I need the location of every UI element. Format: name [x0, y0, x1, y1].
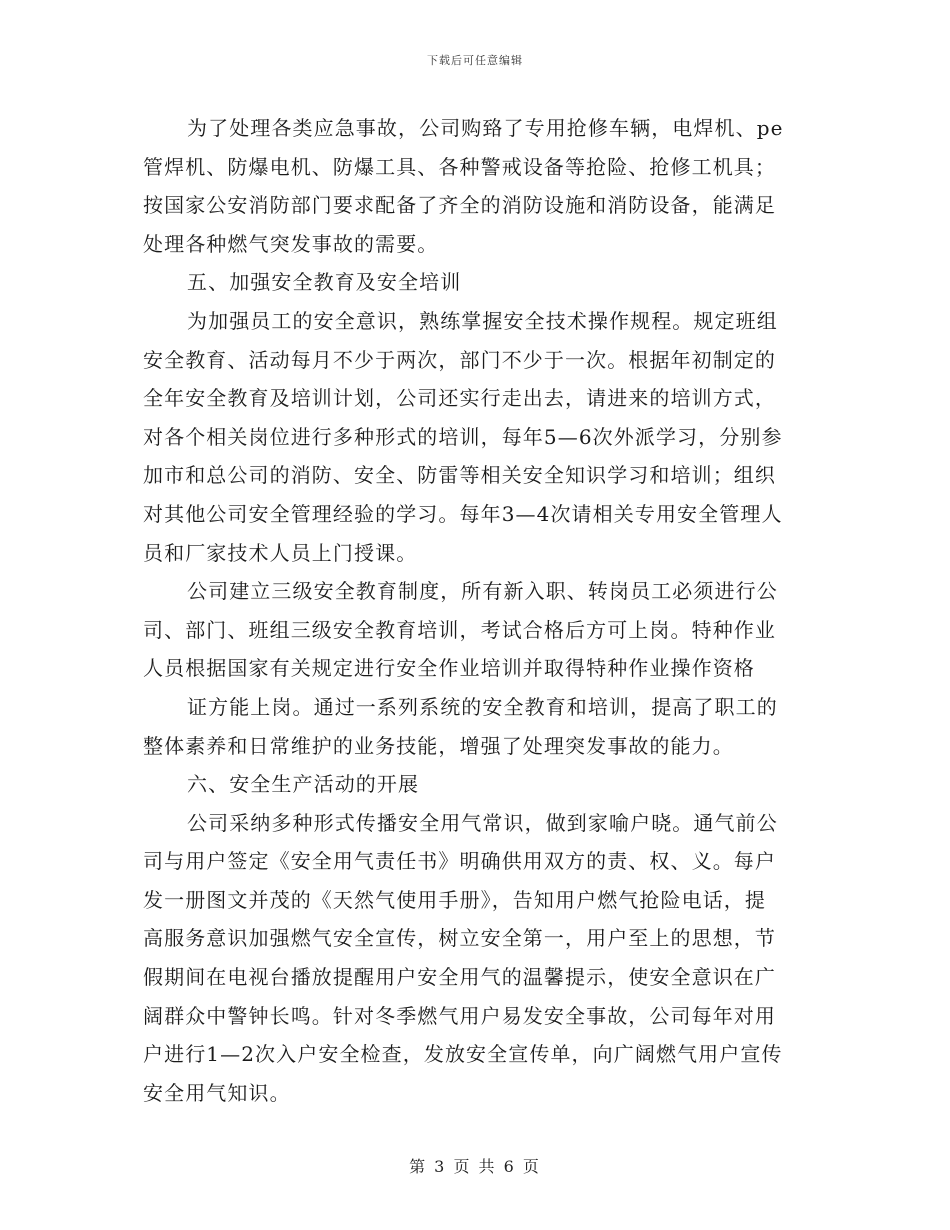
text-line: 管焊机、防爆电机、防爆工具、各种警戒设备等抢险、抢修工机具； — [143, 154, 776, 179]
text-line: 员和厂家技术人员上门授课。 — [143, 540, 418, 565]
text-line: 证方能上岗。通过一系列系统的安全教育和培训，提高了职工的 — [187, 694, 778, 719]
text-line: 整体素养和日常维护的业务技能，增强了处理突发事故的能力。 — [143, 733, 734, 758]
text-line: 六、安全生产活动的开展 — [187, 772, 420, 797]
text-line: 公司采纳多种形式传播安全用气常识，做到家喻户晓。通气前公 — [187, 810, 778, 835]
text-line: 高服务意识加强燃气安全宣传，树立安全第一，用户至上的思想，节 — [143, 926, 776, 951]
text-line: 人员根据国家有关规定进行安全作业培训并取得特种作业操作资格 — [143, 656, 755, 681]
document-body — [143, 109, 805, 1112]
text-line: 为了处理各类应急事故，公司购臵了专用抢修车辆，电焊机、pe — [187, 116, 784, 140]
text-line: 安全教育、活动每月不少于两次，部门不少于一次。根据年初制定的 — [143, 347, 776, 372]
page-header: 下载后可任意编辑 — [427, 54, 523, 67]
text-line: 阔群众中警钟长鸣。针对冬季燃气用户易发安全事故，公司每年对用 — [143, 1003, 776, 1028]
text-line: 五、加强安全教育及安全培训 — [187, 270, 462, 295]
text-line: 对其他公司安全管理经验的学习。每年3—4次请相关专用安全管理人 — [143, 501, 783, 526]
text-line: 对各个相关岗位进行多种形式的培训，每年5—6次外派学习，分别参 — [143, 424, 783, 449]
text-line: 全年安全教育及培训计划，公司还实行走出去，请进来的培训方式， — [143, 386, 776, 411]
text-line: 为加强员工的安全意识，熟练掌握安全技术操作规程。规定班组 — [187, 308, 778, 333]
text-line: 司、部门、班组三级安全教育培训，考试合格后方可上岗。特种作业 — [143, 617, 776, 642]
text-line: 处理各种燃气突发事故的需要。 — [143, 231, 439, 256]
page-footer: 第 3 页 共 6 页 — [409, 1157, 541, 1176]
text-line: 按国家公安消防部门要求配备了齐全的消防设施和消防设备，能满足 — [143, 193, 776, 218]
text-line: 假期间在电视台播放提醒用户安全用气的温馨提示，使安全意识在广 — [143, 965, 776, 990]
text-line: 司与用户签定《安全用气责任书》明确供用双方的责、权、义。每户 — [143, 849, 776, 874]
text-line: 户进行1—2次入户安全检查，发放安全宣传单，向广阔燃气用户宣传 — [143, 1042, 783, 1067]
text-line: 安全用气知识。 — [143, 1080, 291, 1105]
text-line: 发一册图文并茂的《天然气使用手册》，告知用户燃气抢险电话，提 — [143, 887, 766, 912]
text-line: 公司建立三级安全教育制度，所有新入职、转岗员工必须进行公 — [187, 579, 778, 604]
text-line: 加市和总公司的消防、安全、防雷等相关安全知识学习和培训；组织 — [143, 463, 776, 488]
